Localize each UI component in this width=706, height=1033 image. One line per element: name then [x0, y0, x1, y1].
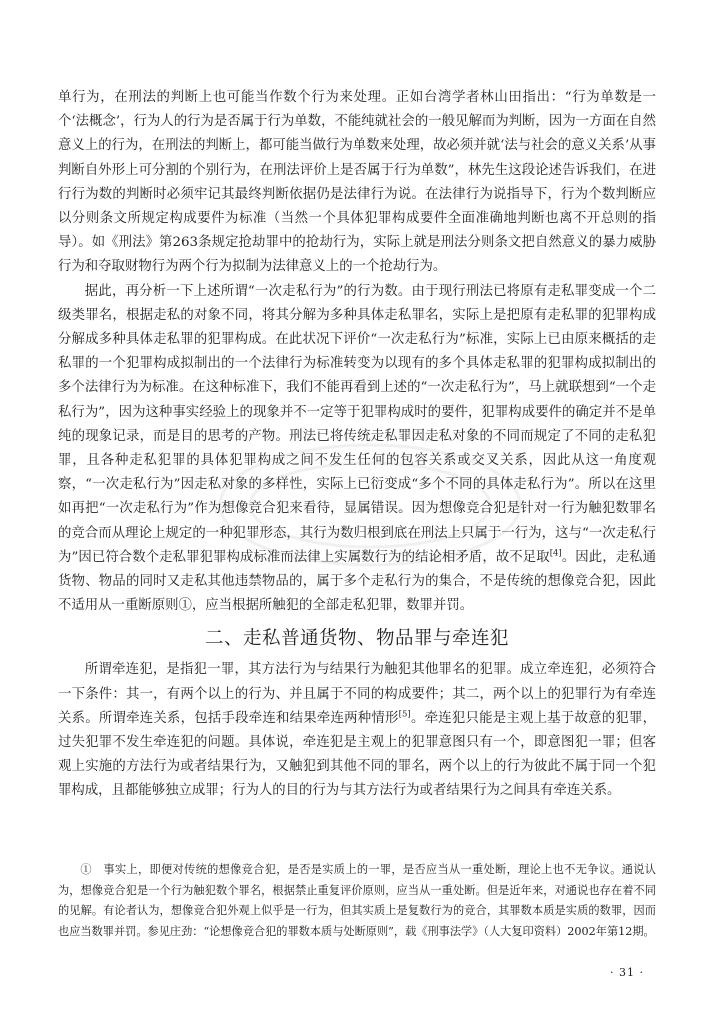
- paragraph-3-text-b: 。牵连犯只能是主观上基于故意的犯罪，过失犯罪不发生牵连犯的问题。具体说，牵连犯是主观上的犯罪意图只有一个，即意图犯一罪；但客观上实施的方法行为或者结果行为，又触犯到其他不同的罪名，两个以上的行为彼此不属于同一个犯罪构成，且都能够独立成罪；行为人的目的行为与其方法行为或者结果行为之间具有牵连关系。: [58, 710, 657, 799]
- citation-ref-4: [4]: [549, 548, 562, 559]
- paragraph-1: 单行为，在刑法的判断上也可能当作数个行为来处理。正如台湾学者林山田指出：“行为单数是一个‘法概念’，行为人的行为是否属于行为单数，不能纯就社会的一般见解而为判断，因为一方面在自然意义上的行为，在刑法的判断上，都可能当做行为单数来处理，故必须并就‘法与社会的意义关系’从事判断自外形上可分割的个别行为，在刑法评价上是否属于行为单数”，林先生这段论述告诉我们，在进行行为数的判断时必须牢记其最终判断依据仍是法律行为说。在法律行为说指导下，行为个数判断应以分则条文所规定构成要件为标准（当然一个具体犯罪构成要件全面准确地判断也离不开总则的指导）。如《刑法》第263条规定抢劫罪中的抢劫行为，实际上就是刑法分则条文把自然意义的暴力威胁行为和夺取财物行为两个行为拟制为法律意义上的一个抢劫行为。: [58, 90, 656, 275]
- paragraph-3-text-a: 所谓牵连犯，是指犯一罪，其方法行为与结果行为触犯其他罪名的犯罪。成立牵连犯，必须符合一下条件：其一，有两个以上的行为、并且属于不同的构成要件；其二，两个以上的犯罪行为有牵连关系。所谓牵连关系，包括手段牵连和结果牵连两种情形: [58, 662, 656, 726]
- citation-ref-5: [5]: [398, 709, 411, 720]
- footnote-area: [58, 860, 656, 942]
- footnote-1: ① 事实上，即便对传统的想像竞合犯，是否是实质上的一罪，是否应当从一重处断，理论上也不无争议。通说认为，想像竞合犯是一个行为触犯数个罪名，根据禁止重复评价原则，应当从一重处断。但是近年来，对通说也存在着不同的见解。有论者认为，想像竞合犯外观上似乎是一行为，但其实质上是复数行为的竞合，其罪数本质是实质的数罪，因而也应当数罪并罚。参见庄劲：“论想像竞合犯的罪数本质与处断原则”，载《刑事法学》（人大复印资料）2002年第12期。: [58, 863, 656, 938]
- section-heading: 二、走私普通货物、物品罪与牵连犯: [204, 628, 509, 650]
- paragraph-2: [58, 280, 656, 619]
- paragraph-3: [58, 658, 656, 803]
- body-text: [58, 86, 656, 804]
- page-number: · 31 ·: [610, 966, 644, 979]
- paragraph-2-text-a: 据此，再分析一下上述所谓“一次走私行为”的行为数。由于现行刑法已将原有走私罪变成一个二级类罪名，根据走私的对象不同，将其分解为多种具体走私罪名，实际上是把原有走私罪的犯罪构成分解成多种具体走私罪的犯罪构成。在此状况下评价“一次走私行为”标准，实际上已由原来概括的走私罪的一个犯罪构成拟制出的一个法律行为标准转变为以现有的多个具体走私罪的犯罪构成拟制出的多个法律行为为标准。在这种标准下，我们不能再看到上述的“一次走私行为”，马上就联想到“一个走私行为”，因为这种事实经验上的现象并不一定等于犯罪构成时的要件，犯罪构成要件的确定并不是单纯的现象记录，而是目的思考的产物。刑法已将传统走私罪因走私对象的不同而规定了不同的走私犯罪，且各种走私犯罪的具体犯罪构成之间不发生任何的包容关系或交叉关系，因此从这一角度观察，“一次走私行为”因走私对象的多样性，实际上已衍变成“多个不同的具体走私行为”。所以在这里如再把“一次走私行为”作为想像竞合犯来看待，显属错误。因为想像竞合犯是针对一行为触犯数罪名的竞合而从理论上规定的一种犯罪形态，其行为数归根到底在刑法上只属于一行为，这与“一次走私行为”因已符合数个走私罪犯罪构成标准而法律上实属数行为的结论相矛盾，故不足取: [58, 283, 656, 565]
- paragraph-2-text-b: 。因此，走私通货物、物品的同时又走私其他违禁物品的，属于多个走私行为的集合，不是传统的想像竞合犯，因此不适用从一重断原则①，应当根据所触犯的全部走私犯罪，数罪并罚。: [58, 549, 657, 614]
